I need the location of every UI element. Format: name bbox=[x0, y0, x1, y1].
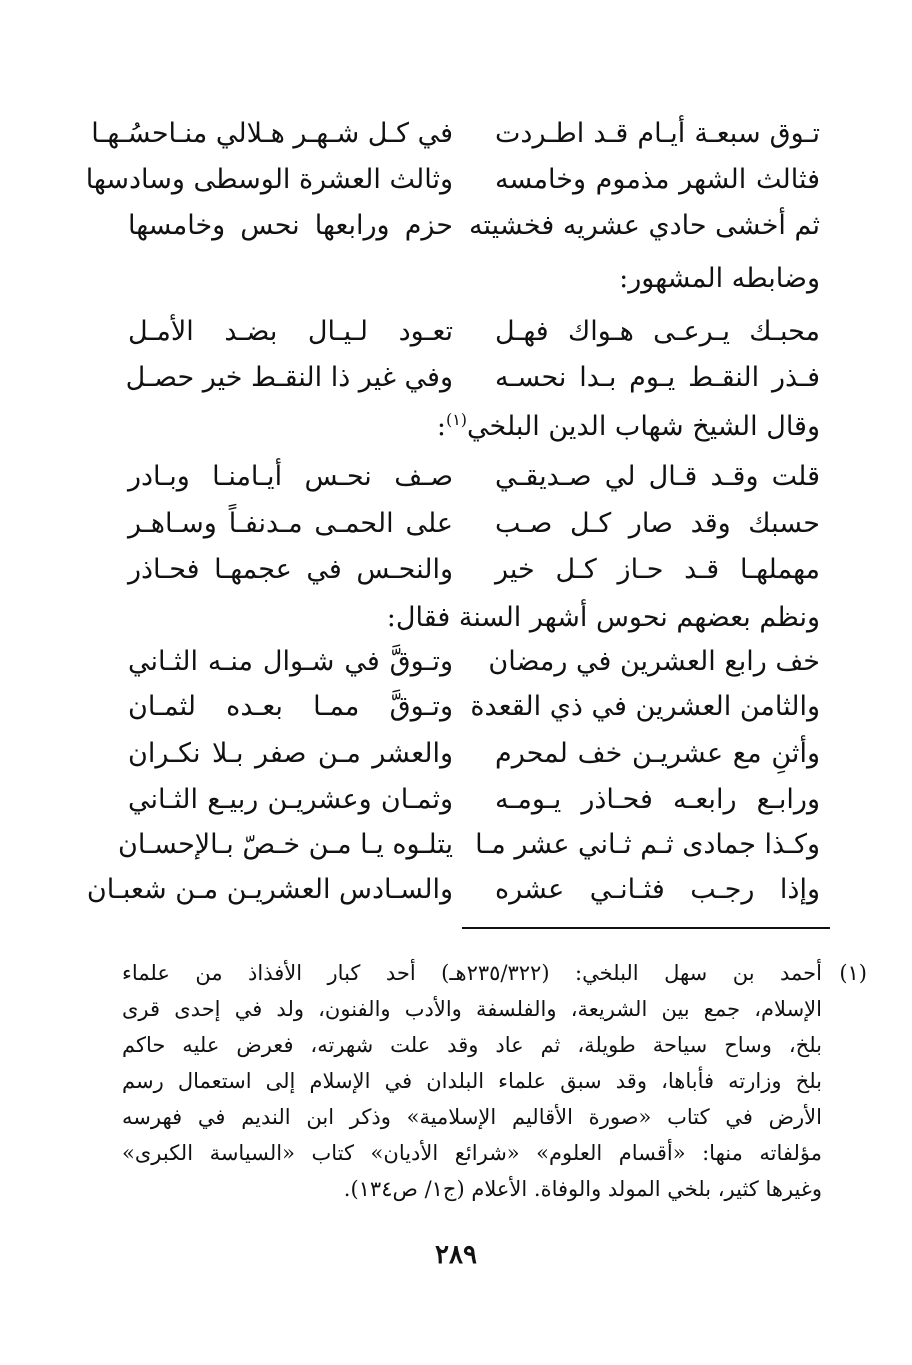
verse-hemistich-left: صـف نحـس أيـامنـا وبـادر bbox=[128, 461, 453, 492]
verse-hemistich-right: والثامن العشرين في ذي القعدة bbox=[470, 691, 820, 722]
intro-text: وقال الشيخ شهاب الدين البلخي bbox=[467, 411, 820, 442]
verse-hemistich-right: فثالث الشهر مذموم وخامسه bbox=[495, 164, 820, 195]
intro-line bbox=[437, 405, 820, 449]
footnote-separator bbox=[462, 927, 830, 929]
verse-hemistich-left: والنحـس في عجمهـا فحـاذر bbox=[128, 554, 453, 585]
verse-hemistich-right: ثم أخشى حادي عشريه فخشيته bbox=[469, 210, 820, 241]
verse-hemistich-right: ورابـع رابعـه فحـاذر يـومـه bbox=[495, 784, 820, 815]
verse-hemistich-right: فـذر النقـط يـوم بـدا نحسـه bbox=[495, 362, 820, 393]
intro-line: وضابطه المشهور: bbox=[619, 263, 820, 294]
footnote-line: مؤلفاته منها: «أقسام العلوم» «شرائع الأديان» كتاب «السياسة الكبرى» bbox=[122, 1141, 822, 1165]
verse-hemistich-left: وتـوقَّ في شـوال منـه الثـاني bbox=[128, 646, 453, 677]
verse-hemistich-left: والعشر مـن صفر بـلا نكـران bbox=[128, 738, 453, 769]
verse-hemistich-left: وتـوقَّ ممـا بعـده لثمـان bbox=[128, 691, 453, 722]
verse-hemistich-left: تعـود لـيـال بضـد الأمـل bbox=[128, 316, 453, 347]
footnote-line: الإسلام، جمع بين الشريعة، والفلسفة والأدب والفنون، ولد في إحدى قرى bbox=[122, 997, 822, 1021]
footnote-number: (١) bbox=[839, 961, 867, 985]
verse-hemistich-left: حزم ورابعها نحس وخامسها bbox=[128, 210, 453, 241]
verse-hemistich-right: وإذا رجـب فثـانـي عشره bbox=[495, 874, 820, 905]
footnote-line: بلخ، وساح سياحة طويلة، ثم عاد وقد علت شهرته، فعرض عليه حاكم bbox=[122, 1033, 822, 1057]
footnote-line: أحمد بن سهل البلخي: (٢٣٥/٣٢٢هـ) أحد كبار الأفذاذ من علماء bbox=[122, 961, 822, 985]
page-number: ٢٨٩ bbox=[435, 1240, 477, 1270]
verse-hemistich-right: قلت وقـد قـال لي صـديقـي bbox=[495, 461, 820, 492]
verse-hemistich-right: محبـك يـرعـى هـواك فهـل bbox=[495, 316, 820, 347]
verse-hemistich-left: وثمـان وعشريـن ربيـع الثـاني bbox=[128, 784, 453, 815]
verse-hemistich-left: والسـادس العشريـن مـن شعبـان bbox=[86, 874, 453, 905]
verse-hemistich-right: حسبك وقد صار كـل صـب bbox=[495, 508, 820, 539]
intro-colon: : bbox=[436, 411, 446, 442]
verse-hemistich-right: تـوق سبعـة أيـام قـد اطـردت bbox=[495, 118, 820, 149]
verse-hemistich-left: وفي غير ذا النقـط خير حصـل bbox=[125, 362, 453, 393]
verse-hemistich-right: وأثنِ مع عشريـن خف لمحرم bbox=[495, 738, 820, 769]
footnote-line: بلخ وزارته فأباها، وقد سبق علماء البلدان في الإسلام إلى استعمال رسم bbox=[122, 1069, 822, 1093]
verse-hemistich-left: على الحمـى مـدنفـاً وسـاهـر bbox=[128, 508, 453, 539]
footnote-ref[interactable]: (١) bbox=[445, 410, 468, 429]
verse-hemistich-right: مهملهـا قـد حـاز كـل خير bbox=[495, 554, 820, 585]
verse-hemistich-left: في كـل شـهـر هـلالي منـاحسُـهـا bbox=[91, 118, 453, 149]
intro-line: ونظم بعضهم نحوس أشهر السنة فقال: bbox=[386, 602, 820, 633]
footnote-line: وغيرها كثير، بلخي المولد والوفاة. الأعلام (ج١/ ص١٣٤). bbox=[343, 1177, 822, 1201]
footnote-line: الأرض في كتاب «صورة الأقاليم الإسلامية» وذكر ابن النديم في فهرسه bbox=[122, 1105, 822, 1129]
verse-hemistich-left: يتلـوه يـا مـن خـصّ بـالإحسـان bbox=[118, 829, 453, 860]
verse-hemistich-right: خف رابع العشرين في رمضان bbox=[488, 646, 820, 677]
verse-hemistich-left: وثالث العشرة الوسطى وسادسها bbox=[85, 164, 453, 195]
verse-hemistich-right: وكـذا جمادى ثـم ثـاني عشر مـا bbox=[475, 829, 820, 860]
